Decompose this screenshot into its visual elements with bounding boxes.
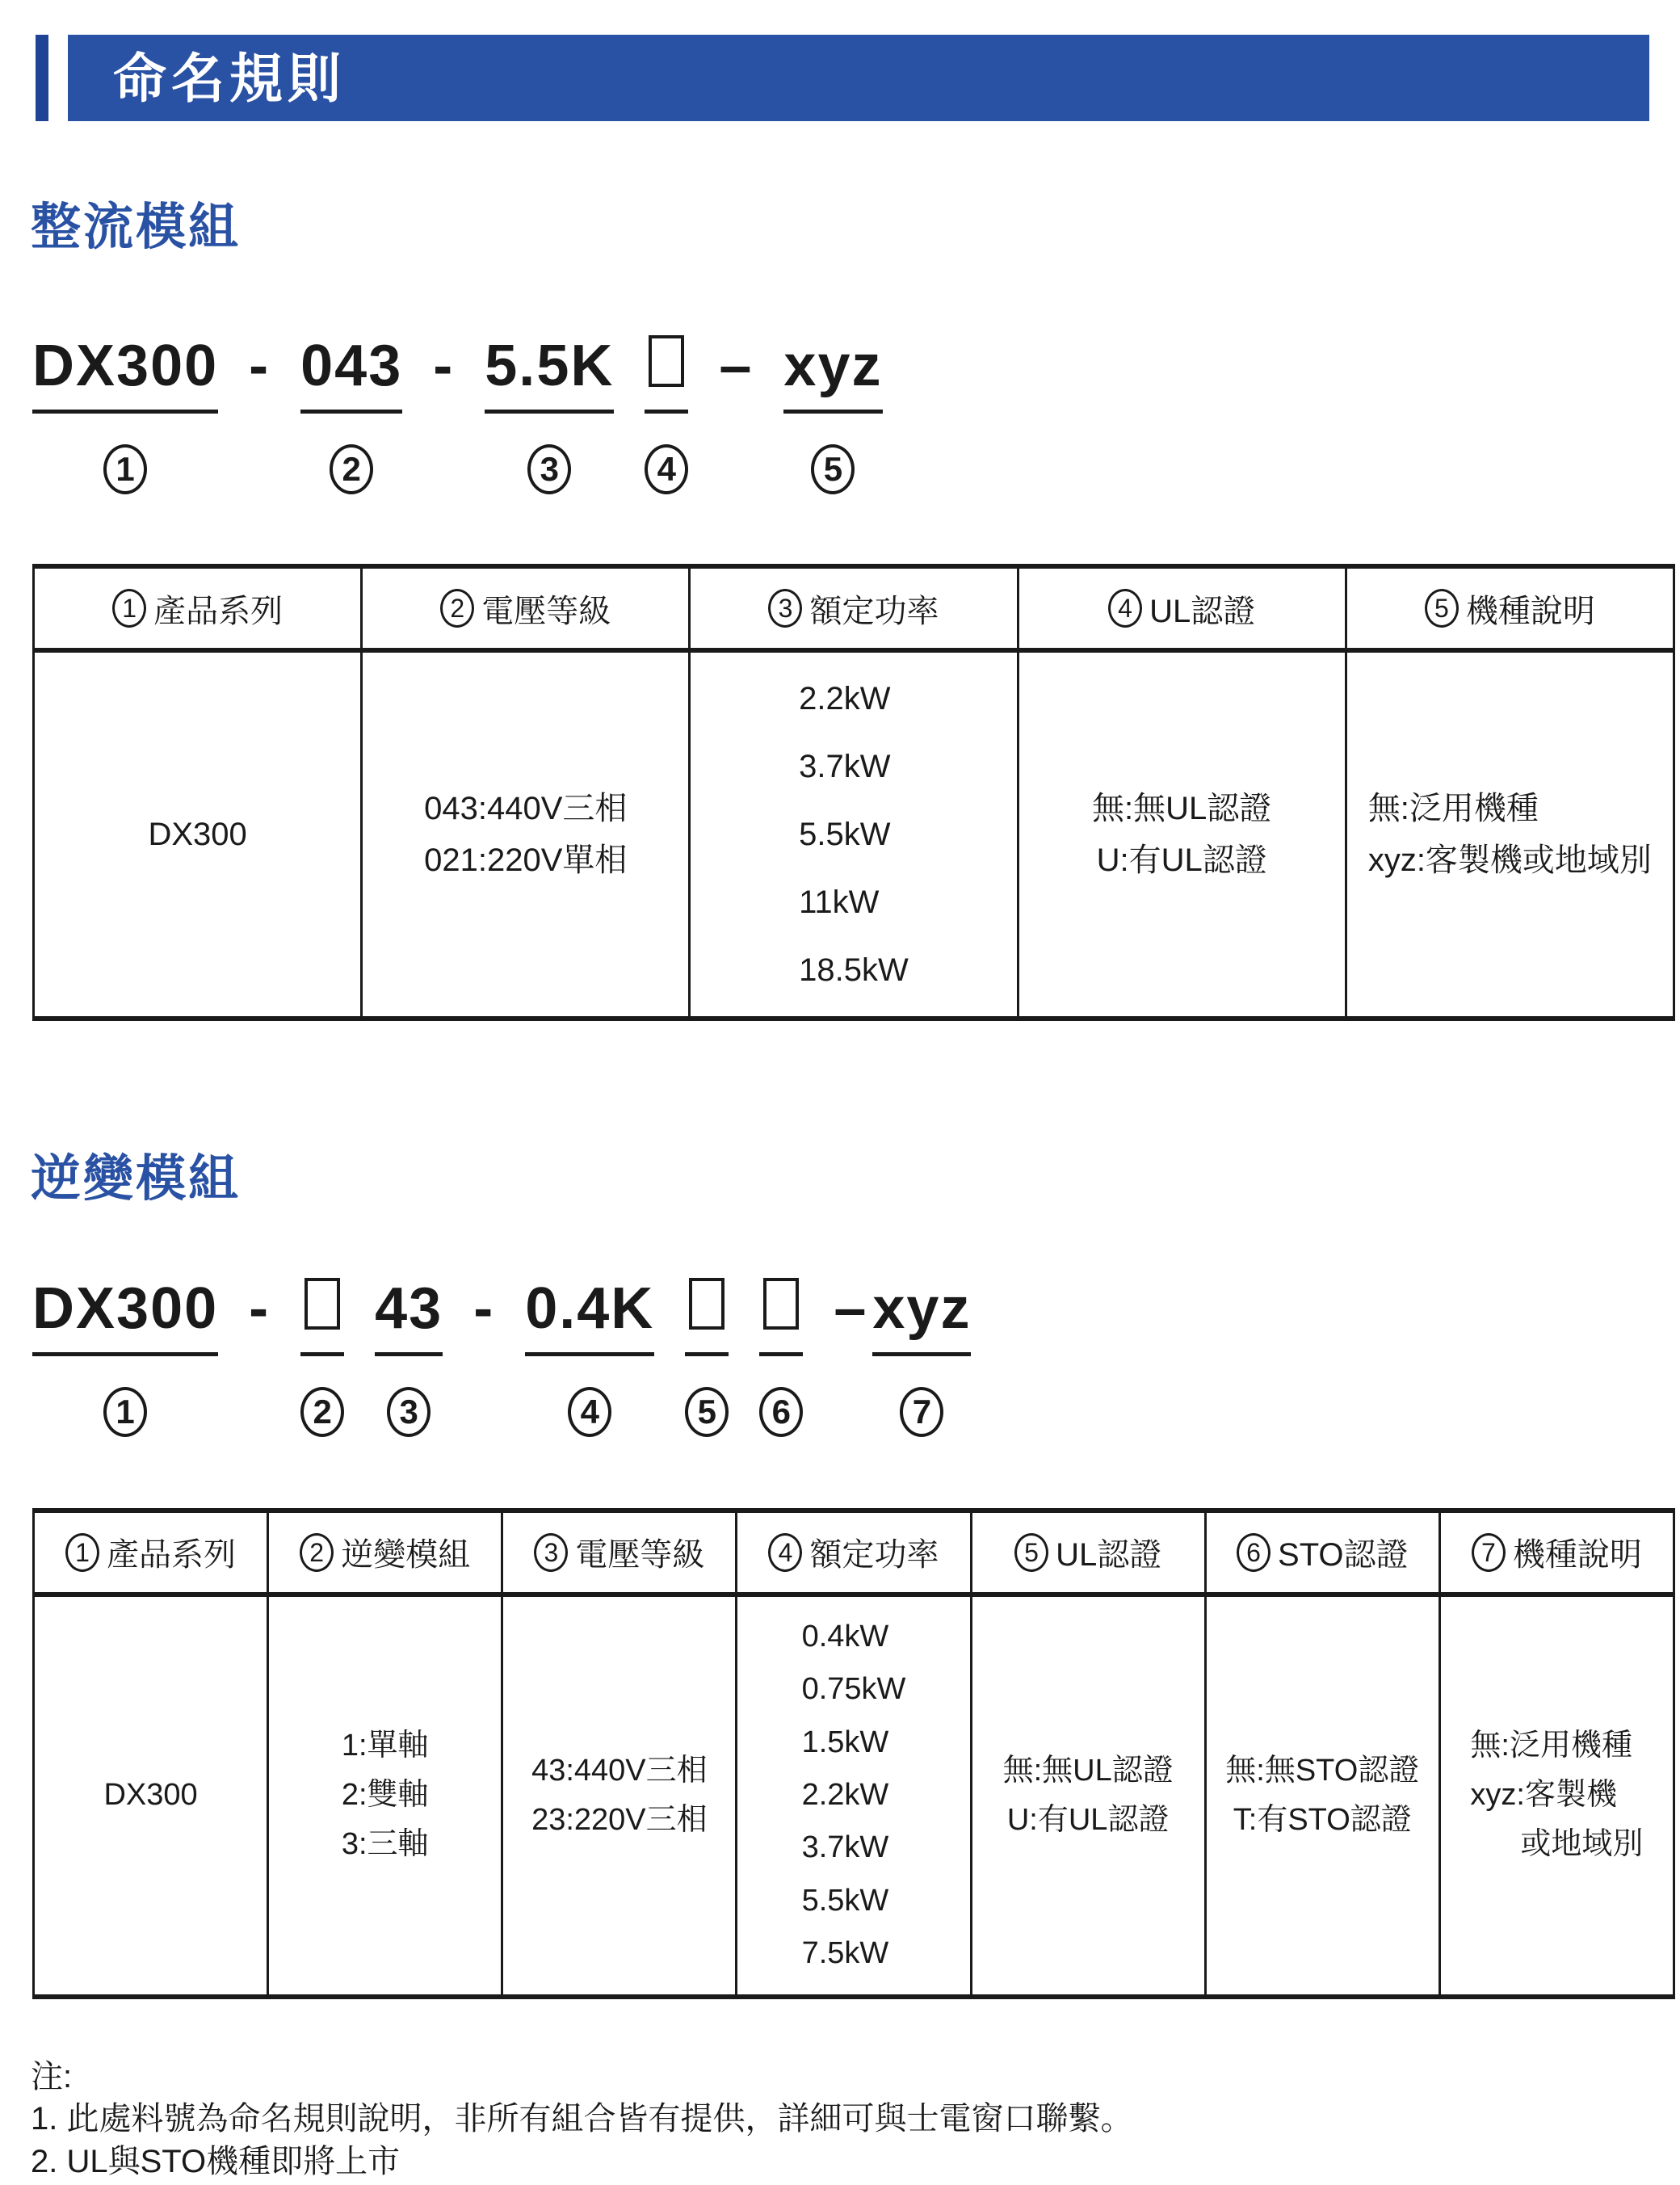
dash-text: - [473, 1275, 495, 1341]
series-value: DX300 [148, 817, 247, 853]
code-underline [783, 410, 882, 414]
dash-separator [433, 324, 455, 399]
dash-text: – [834, 1275, 868, 1341]
rectifier-model-code [32, 324, 1680, 494]
section-title-rectifier: 整流模組 [31, 200, 242, 255]
circled-number-1: 1 [103, 1387, 147, 1437]
code-segment-suffix [783, 324, 882, 494]
page-header [0, 35, 1680, 121]
dash-separator [473, 1267, 495, 1341]
column-header-voltage-class [502, 1511, 737, 1595]
code-segment-ul-placeholder [645, 324, 688, 494]
dash-text: - [433, 334, 455, 399]
inverter-model-code [32, 1267, 1680, 1437]
header-accent-bar [36, 35, 48, 121]
code-underline [485, 410, 614, 414]
placeholder-box-wrap [763, 1267, 799, 1338]
column-header-product-series [34, 1511, 268, 1595]
dash-separator [249, 324, 271, 399]
header-label: 機種說明 [1465, 593, 1595, 629]
placeholder-box-wrap [304, 1267, 340, 1338]
circled-number-2: 2 [330, 444, 373, 494]
code-text-series: DX300 [32, 334, 219, 399]
code-underline [685, 1352, 729, 1356]
placeholder-box-wrap [649, 324, 684, 395]
option-line: 7.5kW [801, 1935, 889, 1970]
header-circled-number: 4 [768, 1533, 802, 1572]
dash-separator [249, 1267, 271, 1341]
header-circled-number: 2 [300, 1533, 334, 1572]
option-line: 或地域別 [1520, 1826, 1644, 1861]
option-line: 3.7kW [799, 749, 891, 785]
header-label: UL認證 [1149, 593, 1256, 629]
placeholder-box-wrap [689, 1267, 724, 1338]
header-circled-number: 5 [1014, 1533, 1048, 1572]
column-header-sto-cert [1205, 1511, 1439, 1595]
code-segment-series [32, 324, 218, 494]
circled-number-4: 4 [645, 444, 688, 494]
option-line: 1:單軸 [341, 1729, 429, 1763]
column-header-ul-cert [1018, 566, 1346, 650]
code-underline [525, 1352, 654, 1356]
cell-sto-cert [1205, 1595, 1439, 1997]
table-header-row [34, 566, 1674, 650]
placeholder-box-icon [689, 1278, 724, 1330]
inverter-naming-table [32, 1508, 1675, 1999]
code-underline [759, 1352, 803, 1356]
table-body-row [34, 1595, 1674, 1997]
header-label: 產品系列 [107, 1537, 237, 1574]
code-text-voltage: 43 [375, 1275, 443, 1341]
cell-rated-power [737, 1595, 971, 1997]
header-circled-number: 7 [1472, 1533, 1506, 1572]
circled-number-5: 5 [811, 444, 855, 494]
code-segment-power [525, 1267, 654, 1437]
header-label: UL認證 [1056, 1537, 1162, 1574]
placeholder-box-icon [649, 335, 684, 387]
cell-rated-power [690, 650, 1018, 1019]
section-rectifier [0, 199, 1680, 1021]
table-header-row [34, 1511, 1674, 1595]
code-underline [375, 1352, 443, 1356]
option-line: 1.5kW [801, 1725, 889, 1759]
circled-number-4: 4 [568, 1387, 611, 1437]
page-title: 命名規則 [113, 48, 346, 108]
cell-model-desc [1346, 650, 1674, 1019]
header-circled-number: 3 [534, 1533, 568, 1572]
option-line: 0.4kW [801, 1619, 889, 1653]
series-value: DX300 [103, 1778, 198, 1813]
notes-label: 注: [31, 2058, 73, 2095]
code-text-power: 5.5K [485, 334, 615, 399]
option-line: 021:220V單相 [424, 842, 628, 879]
header-label: 電壓等級 [575, 1537, 705, 1574]
column-header-rated-power [690, 566, 1018, 650]
option-line: 43:440V三相 [531, 1753, 708, 1788]
option-line: 無:無STO認證 [1225, 1753, 1420, 1788]
code-segment-voltage [300, 324, 402, 494]
option-line: 18.5kW [799, 952, 909, 989]
header-circled-number: 2 [440, 589, 474, 628]
cell-model-desc [1439, 1595, 1674, 1997]
code-underline [32, 410, 218, 414]
column-header-model-desc [1346, 566, 1674, 650]
code-text-voltage: 043 [300, 334, 403, 399]
circled-number-5: 5 [685, 1387, 729, 1437]
option-line: 無:無UL認證 [1002, 1753, 1174, 1788]
column-header-model-desc [1439, 1511, 1674, 1595]
code-segment-voltage [375, 1267, 443, 1437]
placeholder-box-icon [763, 1278, 799, 1330]
header-circled-number: 1 [112, 589, 146, 628]
column-header-inverter-module [268, 1511, 502, 1595]
header-circled-number: 1 [65, 1533, 99, 1572]
code-segment-series [32, 1267, 218, 1437]
dash-separator [834, 1267, 868, 1341]
option-line: 11kW [799, 885, 880, 921]
column-header-rated-power [737, 1511, 971, 1595]
dash-separator [719, 324, 754, 399]
option-line: 5.5kW [799, 817, 891, 853]
column-header-product-series [34, 566, 362, 650]
circled-number-3: 3 [527, 444, 571, 494]
circled-number-6: 6 [759, 1387, 803, 1437]
table-body-row [34, 650, 1674, 1019]
cell-voltage-class [362, 650, 690, 1019]
code-segment-suffix [872, 1267, 971, 1437]
code-text-suffix: xyz [783, 334, 883, 399]
option-line: 3:三軸 [341, 1826, 429, 1861]
option-line: 無:無UL認證 [1092, 791, 1272, 827]
cell-inverter-module [268, 1595, 502, 1997]
circled-number-7: 7 [900, 1387, 943, 1437]
option-line: 無:泛用機種 [1367, 791, 1539, 827]
notes [31, 2056, 1680, 2183]
note-item: 1. 此處料號為命名規則說明，非所有組合皆有提供，詳細可與士電窗口聯繫。 [31, 2101, 1133, 2137]
header-label: STO認證 [1278, 1537, 1409, 1574]
note-item: 2. UL與STO機種即將上市 [31, 2144, 401, 2180]
option-line: 2.2kW [799, 681, 891, 717]
code-text-series: DX300 [32, 1275, 219, 1341]
option-line: 無:泛用機種 [1470, 1729, 1632, 1763]
code-text-power: 0.4K [525, 1275, 655, 1341]
option-line: 0.75kW [801, 1672, 906, 1707]
code-underline [872, 1352, 971, 1356]
header-label: 電壓等級 [481, 593, 611, 629]
code-segment-power [485, 324, 614, 494]
cell-ul-cert [971, 1595, 1205, 1997]
option-line: 2:雙軸 [341, 1778, 429, 1813]
code-text-suffix: xyz [872, 1275, 972, 1341]
cell-product-series [34, 650, 362, 1019]
code-underline [32, 1352, 218, 1356]
option-line: 3.7kW [801, 1830, 889, 1865]
cell-voltage-class [502, 1595, 737, 1997]
header-circled-number: 3 [768, 589, 802, 628]
code-segment-axis-placeholder [300, 1267, 344, 1437]
option-line: 043:440V三相 [424, 791, 628, 827]
header-circled-number: 6 [1237, 1533, 1270, 1572]
code-segment-sto-placeholder [759, 1267, 803, 1437]
option-line: 5.5kW [801, 1883, 889, 1918]
option-line: xyz:客製機 [1470, 1778, 1617, 1813]
header-label: 機種說明 [1512, 1537, 1642, 1574]
option-line: 23:220V三相 [531, 1802, 708, 1837]
option-line: xyz:客製機或地域別 [1367, 842, 1652, 879]
header-label: 額定功率 [809, 593, 939, 629]
header-circled-number: 4 [1108, 589, 1142, 628]
header-label: 產品系列 [153, 593, 284, 629]
header-label: 逆變模組 [341, 1537, 471, 1574]
header-title-bar [68, 35, 1649, 121]
circled-number-1: 1 [103, 444, 147, 494]
rectifier-naming-table [32, 564, 1675, 1021]
option-line: U:有UL認證 [1096, 842, 1267, 879]
option-line: T:有STO認證 [1233, 1802, 1412, 1837]
header-circled-number: 5 [1425, 589, 1459, 628]
header-label: 額定功率 [809, 1537, 939, 1574]
option-line: U:有UL認證 [1006, 1802, 1170, 1837]
code-underline [300, 1352, 344, 1356]
circled-number-3: 3 [387, 1387, 430, 1437]
section-inverter [0, 1150, 1680, 1998]
dash-text: - [249, 1275, 271, 1341]
code-underline [300, 410, 402, 414]
option-line: 2.2kW [801, 1777, 889, 1812]
code-underline [645, 410, 688, 414]
column-header-ul-cert [971, 1511, 1205, 1595]
circled-number-2: 2 [300, 1387, 344, 1437]
dash-text: - [249, 334, 271, 399]
column-header-voltage-class [362, 566, 690, 650]
code-segment-ul-placeholder [685, 1267, 729, 1437]
cell-product-series [34, 1595, 268, 1997]
placeholder-box-icon [304, 1278, 340, 1330]
section-title-inverter: 逆變模組 [31, 1151, 242, 1208]
dash-text: – [719, 334, 754, 399]
cell-ul-cert [1018, 650, 1346, 1019]
